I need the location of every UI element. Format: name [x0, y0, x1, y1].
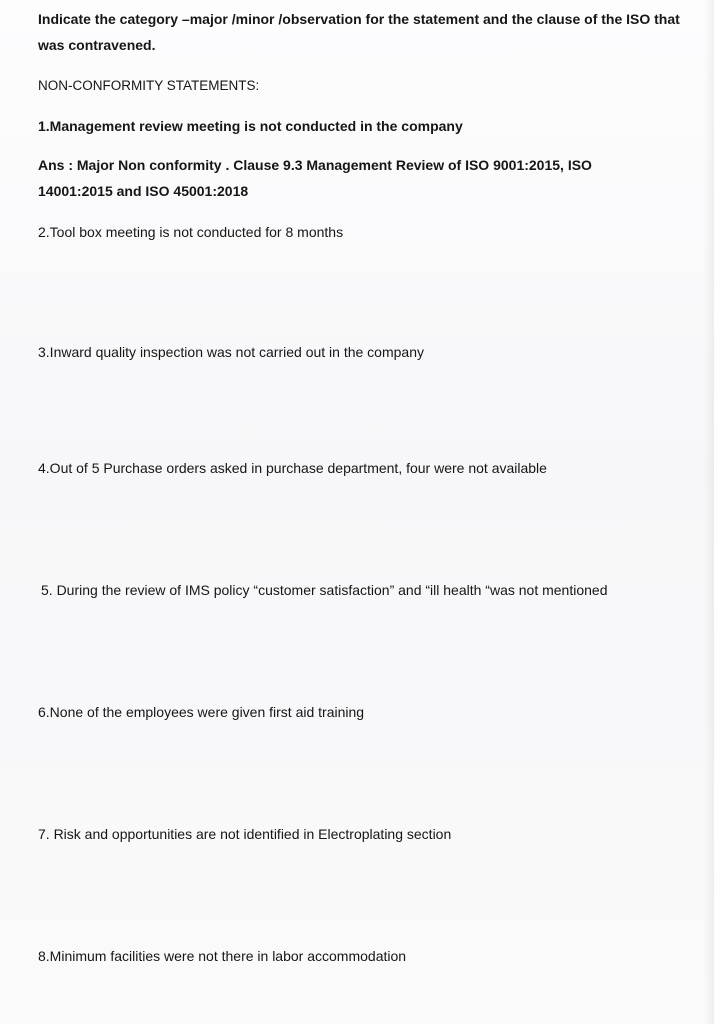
statement-6: 6.None of the employees were given first aid training: [38, 704, 365, 720]
statement-1: 1.Management review meeting is not conducted in the company: [38, 118, 463, 134]
statement-7: 7. Risk and opportunities are not identified in Electroplating section: [38, 826, 452, 842]
statement-2: 2.Tool box meeting is not conducted for 8 months: [38, 224, 344, 240]
page-edge-shadow: [704, 0, 714, 1024]
answer-1: Ans : Major Non conformity . Clause 9.3 Management Review of ISO 9001:2015, ISO 14001:2015 and ISO 45001:2018: [38, 157, 592, 199]
statement-5: 5. During the review of IMS policy “customer satisfaction” and “ill health “was not mentioned: [41, 582, 608, 598]
statement-4: 4.Out of 5 Purchase orders asked in purchase department, four were not available: [38, 460, 547, 476]
statement-3: 3.Inward quality inspection was not carried out in the company: [38, 344, 424, 360]
section-heading: NON-CONFORMITY STATEMENTS:: [38, 78, 260, 93]
statement-8: 8.Minimum facilities were not there in labor accommodation: [38, 948, 407, 964]
instruction-text: Indicate the category –major /minor /observation for the statement and the clause of the ISO that was contravened.: [38, 11, 680, 53]
